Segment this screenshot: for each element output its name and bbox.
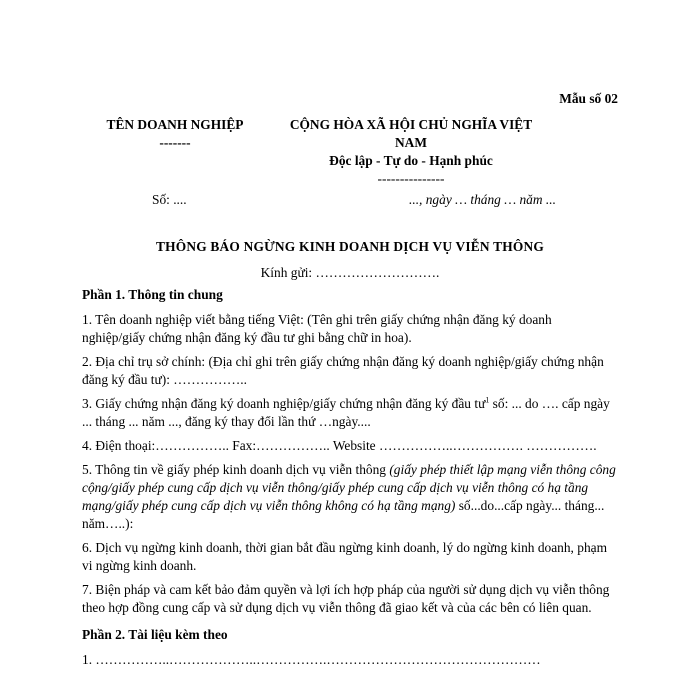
- part2-heading: Phần 2. Tài liệu kèm theo: [82, 627, 228, 642]
- company-name: TÊN DOANH NGHIỆP: [106, 117, 244, 132]
- national-motto: Độc lập - Tự do - Hạnh phúc: [329, 153, 493, 168]
- company-rule: -------: [159, 135, 191, 150]
- part1-item5-italic: (giấy phép thiết lập mạng viễn thông công cộng/giấy phép cung cấp dịch vụ viễn thông/giấy phép cung cấp dịch vụ viễn thông có hạ tầng mạng/giấy phép cung cấp dịch vụ viễn thông không có hạ tầng mạng): [82, 462, 616, 513]
- part1-item5-prefix: 5. Thông tin về giấy phép kinh doanh dịch vụ viễn thông: [82, 462, 390, 477]
- part2-item1: 1. ……………..………………..…………….…………………………………………: [82, 652, 541, 667]
- part1-item6: 6. Dịch vụ ngừng kinh doanh, thời gian bắt đầu ngừng kinh doanh, lý do ngừng kinh doanh, phạm vi ngừng kinh doanh.: [82, 540, 607, 573]
- country-name-line2: NAM: [395, 135, 427, 150]
- part1-item2: 2. Địa chỉ trụ sở chính: (Địa chỉ ghi trên giấy chứng nhận đăng ký doanh nghiệp/giấy chứng nhận đăng ký đầu tư): ……………..: [82, 354, 604, 387]
- footnote-marker: 1: [485, 395, 490, 405]
- company-header: [80, 116, 270, 152]
- part1-item5-suffix: số...do...cấp ngày... tháng... năm…..):: [82, 498, 605, 531]
- part1-heading: Phần 1. Thông tin chung: [82, 287, 223, 302]
- part1-item3-tail: số: ... do …. cấp ngày ... tháng ... năm ..., đăng ký thay đổi lần thứ …ngày....: [82, 396, 610, 429]
- country-name-line1: CỘNG HÒA XÃ HỘI CHỦ NGHĨA VIỆT: [289, 117, 533, 132]
- part1-item1: 1. Tên doanh nghiệp viết bằng tiếng Việt: (Tên ghi trên giấy chứng nhận đăng ký doanh nghiệp/giấy chứng nhận đăng ký đầu tư ghi bằng chữ in hoa).: [82, 312, 552, 345]
- part1-item3: [82, 395, 618, 431]
- part1-item7: 7. Biện pháp và cam kết bảo đảm quyền và lợi ích hợp pháp của người sử dụng dịch vụ viễn thông theo hợp đồng cung cấp và sử dụng dịch vụ viễn thông đã giao kết và của các bên có liên quan.: [82, 582, 610, 615]
- recipient-line: Kính gửi: ……………………….: [260, 265, 440, 280]
- document-date: ..., ngày … tháng … năm ...: [409, 192, 556, 207]
- part1-item5: [82, 461, 618, 533]
- motto-rule: ---------------: [377, 171, 445, 186]
- document-body: [82, 286, 618, 675]
- national-header: [286, 116, 536, 188]
- document-number: Số: ....: [152, 192, 187, 207]
- form-number: Mẫu số 02: [559, 91, 618, 106]
- document-title: THÔNG BÁO NGỪNG KINH DOANH DỊCH VỤ VIỄN THÔNG: [156, 239, 544, 254]
- part1-item4: 4. Điện thoại:…………….. Fax:…………….. Website ……………..……………. …………….: [82, 438, 597, 453]
- part1-item3-text: 3. Giấy chứng nhận đăng ký doanh nghiệp/giấy chứng nhận đăng ký đầu tư: [82, 396, 486, 411]
